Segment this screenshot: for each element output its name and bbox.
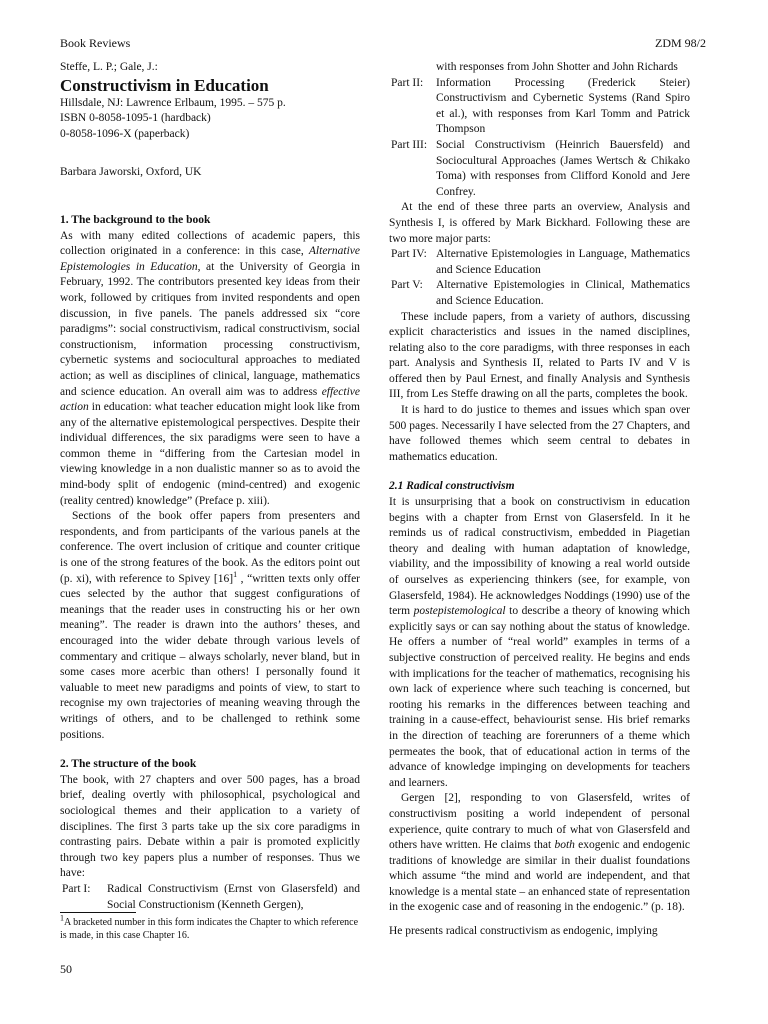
subsection-heading-radical-constructivism: 2.1 Radical constructivism xyxy=(389,480,515,493)
paragraph: He presents radical constructivism as endogenic, implying xyxy=(389,925,658,938)
paragraph: At the end of these three parts an overview, Analysis and Synthesis I, is offered by Mark Bickhard. Following these are two more major parts: xyxy=(389,201,690,245)
part-text: Radical Constructivism (Ernst von Glasersfeld) and Social Constructionism (Kenneth Gergen), xyxy=(107,882,360,911)
book-isbn-paperback: 0-8058-1096-X (paperback) xyxy=(60,127,190,140)
footnote-text: A bracketed number in this form indicates the Chapter to which reference is made, in this case Chapter 16. xyxy=(60,917,359,941)
part-text: Alternative Epistemologies in Language, Mathematics and Science Education xyxy=(436,248,690,276)
paragraph: It is hard to do justice to themes and issues which span over 500 pages. Necessarily I have selected from the 27 Chapters, and have followed themes which seem central to debates in mathematics education. xyxy=(389,404,690,463)
paragraph: Gergen [2], responding to von Glasersfeld, writes of constructivism positing a world independent of personal experience, quite contrary to much of what von Glasersfeld and others have written. He claims that both exogenic and endogenic traditions of knowledge are similar in their dualist foundations which assume “the mind and world are independent, and that knowledge is a mental state – an enhanced state of representation in the exogenic case and of reasoning in the endogenic.” (p. 18). xyxy=(389,792,691,914)
part-label: Part II: xyxy=(391,76,424,89)
footnote-marker: 1 xyxy=(233,569,238,579)
page-number: 50 xyxy=(60,962,72,976)
section-heading-structure: 2. The structure of the book xyxy=(60,758,197,771)
paragraph: As with many edited collections of academic papers, this collection originated in a conference: in this case, Alternative Epistemologies in Education, at the University of Georgia in February, 1992. The contributors presented key ideas from their work, followed by critiques from invited respondents and open discussion, in five panels. The panels addressed six “core paradigms”: social constructivism, radical constructivism, social constructionism, information processing constructivism, cybernetic systems and sociocultural approaches to mediated action; as well as disciplines of clinical, language, mathematics and science education. An overall aim was to address effective action in education: what teacher education might look like from any of the alternative epistemological perspectives. Despite their individual differences, the six paradigms were seen to have a common theme in “differing from the Cartesian model in viewing knowledge in a non dualistic manner so as to avoid the mind-body split of endogenic (mind-centred) and exogenic (reality centred) knowledge” (Preface p. xiii). xyxy=(60,229,360,507)
running-header-left: Book Reviews xyxy=(60,36,131,50)
part-text: Alternative Epistemologies in Clinical, Mathematics and Science Education. xyxy=(436,279,690,307)
book-authors: Steffe, L. P.; Gale, J.: xyxy=(60,61,158,73)
part-item xyxy=(389,247,690,278)
part-item xyxy=(389,76,690,138)
right-column xyxy=(389,60,690,940)
book-publisher: Hillsdale, NJ: Lawrence Erlbaum, 1995. – 575 p. xyxy=(60,96,286,109)
footnote-divider xyxy=(60,912,136,913)
paragraph: Sections of the book offer papers from presenters and respondents, and from participants of the various panels at the conference. The overt inclusion of critique and counter critique is one of the strong features of the book. As the editors point out (p. xi), with reference to Spivey $[16]^1$ , “written texts only offer cues selected by the author that suggest configurations of meanings that the reader uses in constructing his or her own meaning”. The reader is drawn into the authors’ theses, and encouraged into the wider debate through various levels of commentary and critique – always scholarly, never bland, but in some cases more acerbic than others! I personally found it valuable to meet new paradigms and points of view, to start to recognise my own trajectories of meaning weaving through the writings of others, and to be challenged to rethink some positions. xyxy=(60,510,360,741)
section-heading-background: 1. The background to the book xyxy=(60,213,211,226)
part-label: Part IV: xyxy=(391,248,427,261)
part-label: Part I: xyxy=(62,882,91,895)
part-item xyxy=(389,138,690,200)
paragraph: These include papers, from a variety of authors, discussing explicit characteristics and issues in the named disciplines, relating also to the core paradigms, with three responses in each part. Analysis and Synthesis II, related to Parts IV and V is offered then by Paul Ernest, and finally Analysis and Synthesis III, from Les Steffe drawing on all the parts, completes the book. xyxy=(389,310,690,401)
part-label: Part III: xyxy=(391,138,428,151)
part-text: Social Constructivism (Heinrich Bauersfeld) and Sociocultural Approaches (James Wertsch & Chikako Toma) with responses from Clifford Konold and Jere Confrey. xyxy=(436,138,690,198)
paragraph: It is unsurprising that a book on constructivism in education begins with a chapter from Ernst von Glasersfeld. In it he reminds us of radical constructivism, embedded in Piagetian theory and dealing with human adaptation of knowledge, viability, and the impossibility of knowing a real world outside of ourselves as experiencing thinkers (see, for example, von Glasersfeld, 1984). He acknowledges Noddings (1990) use of the term postepistemological to describe a theory of knowing which explicitly says or can say nothing about the status of knowledge. He offers a number of “real world” examples in terms of a subjective construction of perceived reality. He begins and ends with implications for the teacher of mathematics, recognising his own lack of experience where such teaching is concerned, but rooting his remarks in the differences between teaching and training in a cause-effect, behaviourist sense. His brief remarks in the direction of teaching are forerunners of a theme which permeates the book, that of educational action in terms of the advance of knowledge impinging on developments for teachers and learners. xyxy=(389,496,690,789)
part-text: Information Processing (Frederick Steier) Constructivism and Cybernetic Systems (Rand Spiro et al.), with responses from Karl Tomm and Patrick Thompson xyxy=(436,76,690,136)
running-header-right: ZDM 98/2 xyxy=(655,36,706,50)
bibliographic-entry xyxy=(60,60,360,181)
book-isbn-hardback: ISBN 0-8058-1095-1 (hardback) xyxy=(60,112,211,125)
left-column xyxy=(60,60,360,941)
part-item-continued: with responses from John Shotter and John Richards xyxy=(436,61,678,73)
book-title: Constructivism in Education xyxy=(60,75,269,95)
part-item xyxy=(389,278,690,309)
reviewer: Barbara Jaworski, Oxford, UK xyxy=(60,166,202,179)
part-label: Part V: xyxy=(391,279,423,292)
paragraph: The book, with 27 chapters and over 500 pages, has a broad brief, dealing overtly with philosophical, psychological and sociological themes and their application to a variety of disciplines. The first 3 parts take up the six core paradigms in contrasting pairs. Debate within a pair is promoted explicitly through two key papers plus a number of responses. Thus we have: xyxy=(60,773,360,880)
footnote: $^1$A bracketed number in this form indicates the Chapter to which reference is made, in this case Chapter 16. xyxy=(60,913,359,941)
